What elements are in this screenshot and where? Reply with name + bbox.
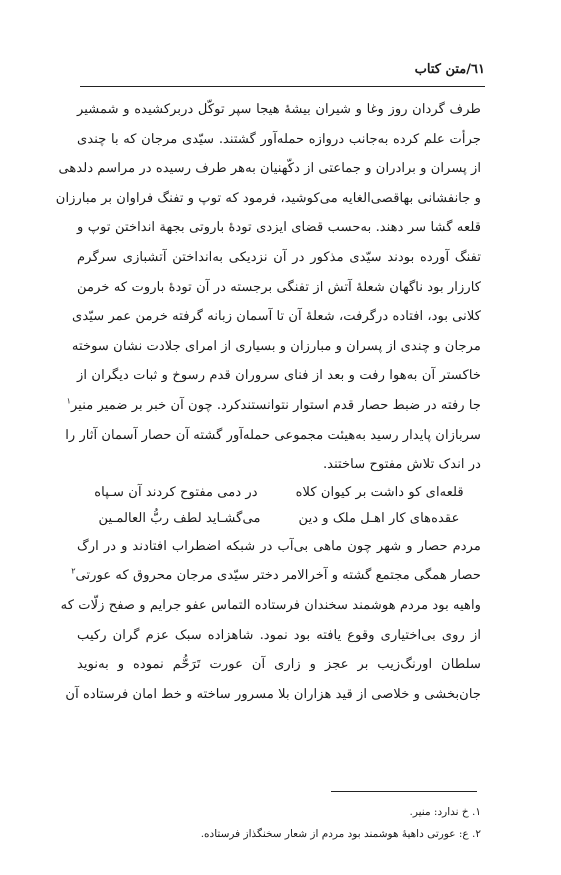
text-line: سربازان پایدار رسید به‌هیئت مجموعی حمله‌آور گشته آن حصار آسمان آثار را [65,427,481,443]
text-line: و جانفشانی بهاقصی‌الغایه می‌کوشید، فرمود که توپ و تفنگ فراوان بر مبارزان [55,190,481,206]
text-line: جان‌بخشی و خلاصی از قید هزاران بلا مسرور ساخته و خط امان فرستاده آن [65,686,481,702]
footnote-marker-1: ۱ [66,396,71,406]
footnote-marker-2: ۲ [71,566,76,576]
text-line: مرجان و چندی از پسران و مبارزان و بسیاری از امرای جلادت نشان سوخته [71,338,481,354]
poem-verses [77,480,481,532]
text-line: از روی بی‌اختیاری وقوع یافته بود نمود. شاهزاده سبک عزم گران رکیب [77,627,481,643]
page-body [55,95,481,709]
text-line: جا رفته در ضبط حصار قدم استوار نتوانستندکرد. چون آن خبر بر ضمیر منیر [70,397,481,413]
text-line: حصار همگی مجتمع گشته و آخرالامر دختر سیّدی مرجان محروق که عورتی [75,568,481,584]
verse-hemistich-right: قلعه‌ای کو داشت بر کیوان کلاه [295,484,464,500]
footnote-divider [331,791,477,792]
text-line: تفنگ آورده بودند سیّدی مذکور در آن نزدیکی به‌انداختن آتشبازی سرگرم [77,249,481,265]
header-divider [80,86,485,87]
text-line: واهیه بود مردم هوشمند سخندان فرستاده التماس عفو جرایم و صفح زلّات که [60,597,481,613]
verse-line [77,506,481,532]
text-line: سلطان اورنگ‌زیب بر عجز و زاری آن عورت تَرَحُّم نموده و به‌نوید [77,657,481,673]
verse-line [77,480,481,506]
paragraph-1 [55,95,481,480]
text-line: از پسران و برادران و جماعتی از دکّهنیان به‌هر طرف رسیده در مراسم دلدهی [58,161,481,177]
text-line: مردم حصار و شهر چون ماهی بی‌آب در شبکه اضطراب افتادند و در ارگ [77,538,481,554]
verse-hemistich-right: عقده‌های کار اهـل ملک و دین [298,510,460,526]
text-line-with-footnote [66,391,481,421]
text-line: کارزار بود ناگهان شعلهٔ آتش از تفنگی برجسته در آن تودهٔ باروت که خرمن [77,279,481,295]
text-line: کلانی بود، افتاده درگرفت، شعلهٔ آن تا آسمان زبانه گرفته خرمن عمر سیّدی [72,309,481,325]
text-line: در اندک تلاش مفتوح ساختند. [322,457,481,473]
page-header-title: ٦١/متن کتاب [414,62,485,77]
text-line: خاکستر آن به‌هوا رفت و بعد از فنای سروران قدم رسوخ و ثبات دیگران از [77,368,481,384]
verse-hemistich-left: می‌گشـاید لطف ربُّ العالمـین [98,510,261,526]
footnotes [77,801,481,845]
verse-hemistich-left: در دمی مفتوح کردند آن سـپاه [94,484,258,500]
text-line-with-footnote [71,561,481,591]
text-line: قلعه گشا سر دهند. به‌حسب قضای ایزدی تودهٔ باروتی بجهة انداختن توپ و [77,220,481,236]
footnote-2: ۲. ع: عورتی داهیهٔ هوشمند بود مردم از شعار سخنگذاز فرستاده. [200,828,481,840]
text-line: جرأت علم کرده به‌جانب دروازه حمله‌آور گشتند. سیّدی مرجان که با چندی [77,131,481,147]
footnote-1: ۱. خ ندارد: منیر. [409,806,481,818]
text-line: طرف گردان روز وغا و شیران بیشهٔ هیجا سپر توکّل دربرکشیده و شمشیر [77,102,481,117]
paragraph-2 [60,532,481,710]
